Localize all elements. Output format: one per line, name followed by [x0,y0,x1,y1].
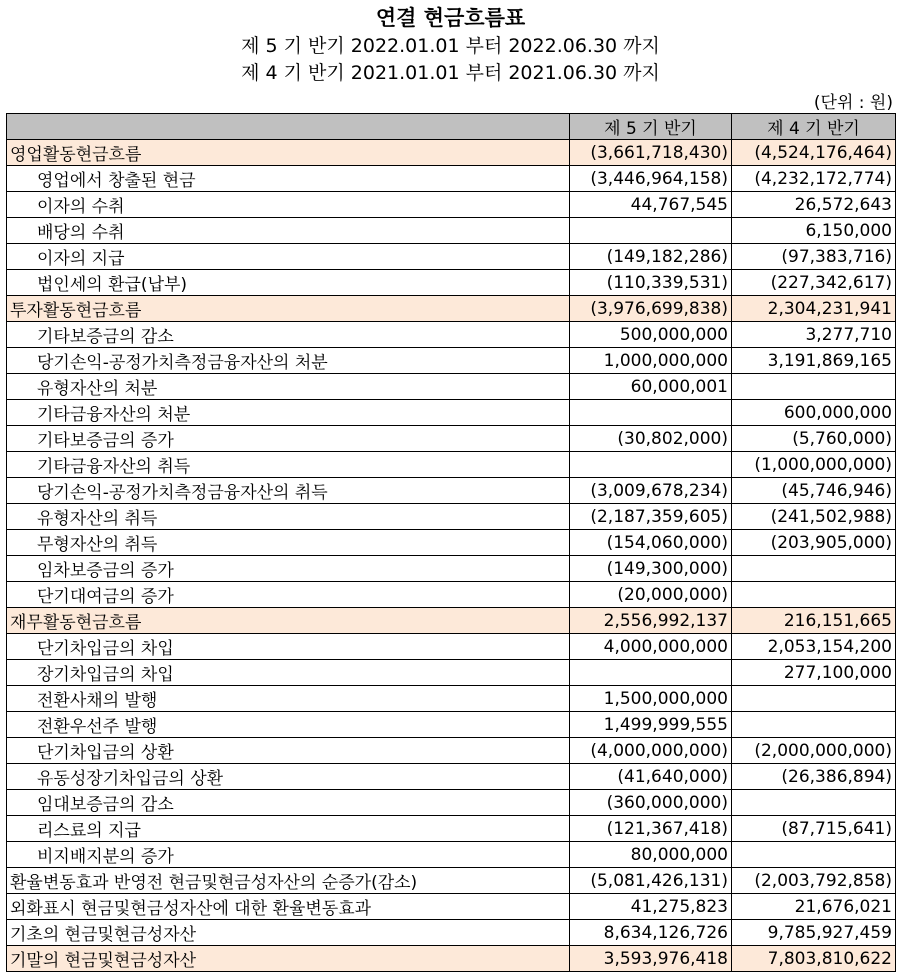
current-value: (121,367,418) [570,816,732,842]
current-value: 4,000,000,000 [570,634,732,660]
header-label [7,114,570,140]
row-label: 기타금융자산의 처분 [7,400,570,426]
prior-value: (2,000,000,000) [732,738,896,764]
row-label: 전환우선주 발행 [7,712,570,738]
table-row [7,452,896,478]
current-value: 1,000,000,000 [570,348,732,374]
current-value: (5,081,426,131) [570,868,732,894]
current-value: (3,009,678,234) [570,478,732,504]
table-row [7,556,896,582]
prior-value [732,582,896,608]
row-label: 유형자산의 처분 [7,374,570,400]
table-row [7,790,896,816]
current-value: (110,339,531) [570,270,732,296]
header-row [7,114,896,140]
prior-value [732,556,896,582]
prior-value [732,712,896,738]
table-row [7,738,896,764]
table-row [7,920,896,946]
prior-value: 21,676,021 [732,894,896,920]
row-label: 장기차입금의 차입 [7,660,570,686]
current-value: (20,000,000) [570,582,732,608]
row-label: 법인세의 환급(납부) [7,270,570,296]
current-value: (149,182,286) [570,244,732,270]
header-prior-period: 제 4 기 반기 [732,114,896,140]
table-row [7,842,896,868]
period-current: 제 5 기 반기 2022.01.01 부터 2022.06.30 까지 [241,35,660,57]
prior-value: 9,785,927,459 [732,920,896,946]
table-row [7,478,896,504]
prior-value: 6,150,000 [732,218,896,244]
table-row-subtotal [7,946,896,972]
prior-value: 7,803,810,622 [732,946,896,972]
row-label: 당기손익-공정가치측정금융자산의 처분 [7,348,570,374]
current-value [570,400,732,426]
prior-value [732,842,896,868]
row-label: 비지배지분의 증가 [7,842,570,868]
current-value [570,218,732,244]
current-value: 8,634,126,726 [570,920,732,946]
table-row [7,374,896,400]
current-value: (41,640,000) [570,764,732,790]
table-row-subtotal [7,296,896,322]
table-row [7,166,896,192]
current-value: 44,767,545 [570,192,732,218]
row-label: 환율변동효과 반영전 현금및현금성자산의 순증가(감소) [7,868,570,894]
table-row [7,582,896,608]
table-row [7,270,896,296]
current-value: 500,000,000 [570,322,732,348]
row-label: 전환사채의 발행 [7,686,570,712]
prior-value: (26,386,894) [732,764,896,790]
prior-value: 3,191,869,165 [732,348,896,374]
table-row [7,348,896,374]
prior-value: 2,053,154,200 [732,634,896,660]
unit-label: (단위 : 원) [813,93,893,113]
prior-value: (4,524,176,464) [732,140,896,166]
prior-value [732,374,896,400]
prior-value: (1,000,000,000) [732,452,896,478]
row-label: 외화표시 현금및현금성자산에 대한 환율변동효과 [7,894,570,920]
current-value: 1,500,000,000 [570,686,732,712]
current-value: (149,300,000) [570,556,732,582]
current-value [570,452,732,478]
row-label: 영업에서 창출된 현금 [7,166,570,192]
current-value [570,660,732,686]
prior-value: 2,304,231,941 [732,296,896,322]
current-value: 80,000,000 [570,842,732,868]
period-prior: 제 4 기 반기 2021.01.01 부터 2021.06.30 까지 [241,62,660,84]
prior-value: (4,232,172,774) [732,166,896,192]
prior-value: (87,715,641) [732,816,896,842]
table-row [7,764,896,790]
current-value: (154,060,000) [570,530,732,556]
row-label: 임대보증금의 감소 [7,790,570,816]
table-row [7,686,896,712]
prior-value [732,790,896,816]
current-value: 1,499,999,555 [570,712,732,738]
table-row [7,218,896,244]
prior-value: (2,003,792,858) [732,868,896,894]
row-label: 재무활동현금흐름 [7,608,570,634]
current-value: 2,556,992,137 [570,608,732,634]
table-row [7,634,896,660]
row-label: 유동성장기차입금의 상환 [7,764,570,790]
row-label: 단기차입금의 차입 [7,634,570,660]
table-row [7,816,896,842]
current-value: (2,187,359,605) [570,504,732,530]
row-label: 기타보증금의 증가 [7,426,570,452]
current-value: 41,275,823 [570,894,732,920]
cash-flow-table [6,113,896,972]
current-value: (360,000,000) [570,790,732,816]
table-row-subtotal [7,140,896,166]
prior-value: 277,100,000 [732,660,896,686]
row-label: 기타금융자산의 취득 [7,452,570,478]
row-label: 기말의 현금및현금성자산 [7,946,570,972]
row-label: 유형자산의 취득 [7,504,570,530]
row-label: 당기손익-공정가치측정금융자산의 취득 [7,478,570,504]
current-value: 60,000,001 [570,374,732,400]
current-value: (3,661,718,430) [570,140,732,166]
row-label: 기초의 현금및현금성자산 [7,920,570,946]
table-row [7,400,896,426]
table-row [7,504,896,530]
prior-value: 600,000,000 [732,400,896,426]
row-label: 이자의 수취 [7,192,570,218]
prior-value: (203,905,000) [732,530,896,556]
prior-value: (97,383,716) [732,244,896,270]
row-label: 임차보증금의 증가 [7,556,570,582]
row-label: 기타보증금의 감소 [7,322,570,348]
header-current-period: 제 5 기 반기 [570,114,732,140]
row-label: 리스료의 지급 [7,816,570,842]
prior-value: (5,760,000) [732,426,896,452]
row-label: 영업활동현금흐름 [7,140,570,166]
prior-value [732,686,896,712]
table-row [7,868,896,894]
current-value: (3,976,699,838) [570,296,732,322]
prior-value: (227,342,617) [732,270,896,296]
table-row [7,322,896,348]
row-label: 투자활동현금흐름 [7,296,570,322]
prior-value: 216,151,665 [732,608,896,634]
current-value: (3,446,964,158) [570,166,732,192]
row-label: 무형자산의 취득 [7,530,570,556]
row-label: 단기대여금의 증가 [7,582,570,608]
current-value: 3,593,976,418 [570,946,732,972]
row-label: 이자의 지급 [7,244,570,270]
prior-value: (241,502,988) [732,504,896,530]
table-row [7,660,896,686]
table-row [7,244,896,270]
prior-value: (45,746,946) [732,478,896,504]
current-value: (30,802,000) [570,426,732,452]
current-value: (4,000,000,000) [570,738,732,764]
table-row [7,192,896,218]
table-row [7,426,896,452]
prior-value: 3,277,710 [732,322,896,348]
table-row-subtotal [7,608,896,634]
row-label: 단기차입금의 상환 [7,738,570,764]
statement-title: 연결 현금흐름표 [375,6,526,30]
table-row [7,530,896,556]
table-row [7,894,896,920]
prior-value: 26,572,643 [732,192,896,218]
table-row [7,712,896,738]
row-label: 배당의 수취 [7,218,570,244]
